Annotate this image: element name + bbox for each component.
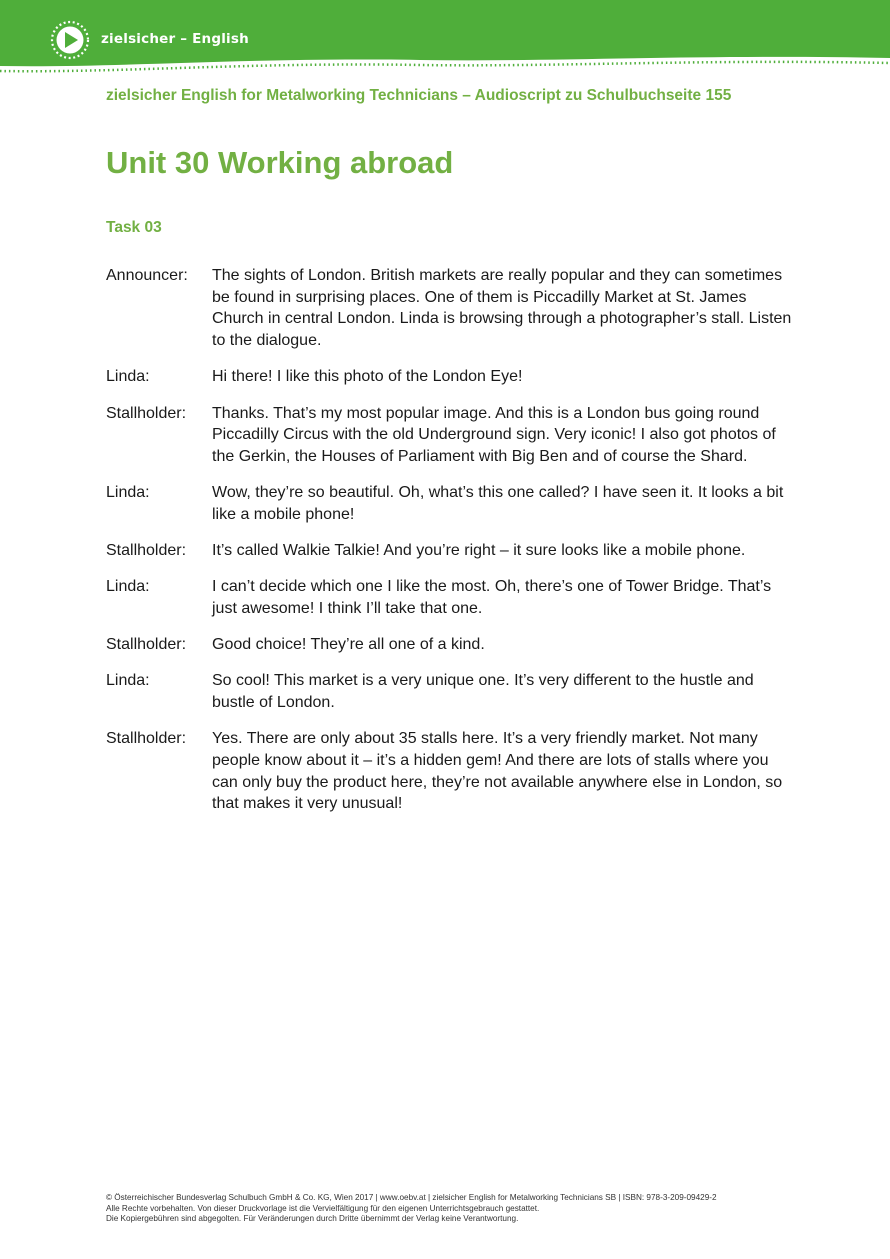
speaker-label: Announcer: (106, 267, 188, 284)
dialogue-text: I can’t decide which one I like the most. Oh, there’s one of Tower Bridge. That’s just awesome! I think I’ll take that one. (212, 578, 772, 617)
page-title: Unit 30 Working abroad (106, 145, 454, 180)
dialogue-text: Hi there! I like this photo of the London Eye! (212, 368, 523, 386)
dialogue-text: Good choice! They’re all one of a kind. (212, 636, 485, 654)
dialogue-text: Wow, they’re so beautiful. Oh, what’s this one called? I have seen it. It looks a bit like a mobile phone! (212, 484, 784, 523)
dialogue-row (106, 482, 796, 525)
dialogue-row (106, 634, 796, 656)
dialogue-row (106, 576, 796, 619)
speaker-label: Linda: (106, 578, 150, 596)
footer-line: Die Kopiergebühren sind abgegolten. Für Veränderungen durch Dritte übernimmt der Verlag keine Verantwortung. (106, 1214, 519, 1224)
speaker-label: Stallholder: (106, 636, 187, 654)
speaker-label: Stallholder: (106, 730, 187, 748)
dialogue-text: Thanks. That’s my most popular image. And this is a London bus going round Piccadilly Circus with the old Underground sign. Very iconic! I also got photos of the Gerkin, the Houses of Parliament with Big Ben and of course the Shard. (212, 404, 776, 465)
speaker-label: Linda: (106, 672, 150, 690)
speaker-label: Stallholder: (106, 542, 187, 560)
header-banner (0, 0, 890, 80)
dialogue-row (106, 265, 796, 352)
task-heading: Task 03 (106, 219, 162, 236)
dialogue (106, 265, 796, 830)
document-subtitle: zielsicher English for Metalworking Technicians – Audioscript zu Schulbuchseite 155 (106, 87, 732, 104)
dialogue-text: So cool! This market is a very unique one. It’s very different to the hustle and bustle of London. (212, 672, 754, 712)
dialogue-text: It’s called Walkie Talkie! And you’re right – it sure looks like a mobile phone. (212, 542, 746, 560)
brand-name: zielsicher – English (101, 31, 249, 47)
footer-line: Alle Rechte vorbehalten. Von dieser Druckvorlage ist die Vervielfältigung für den eigenen Unterrichtsgebrauch gestattet. (106, 1203, 540, 1213)
dialogue-row (106, 540, 796, 562)
dialogue-row (106, 728, 796, 815)
dialogue-text: Yes. There are only about 35 stalls here. It’s a very friendly market. Not many people know about it – it’s a hidden gem! And there are lots of stalls where you can only buy the product here, they’re not available anywhere else in London, so that makes it very unusual! (212, 730, 783, 813)
speaker-label: Linda: (106, 368, 150, 386)
dialogue-row (106, 366, 796, 388)
dialogue-row (106, 670, 796, 713)
dialogue-text: The sights of London. British markets are really popular and they can sometimes be found in surprising places. One of them is Piccadilly Market at St. James Church in central London. Linda is browsing through a photographer’s stall. Listen to the dialogue. (212, 267, 792, 350)
footer-line: © Österreichischer Bundesverlag Schulbuch GmbH & Co. KG, Wien 2017 | www.oebv.at | zielsicher English for Metalworking Technicians SB | ISBN: 978-3-209-09429-2 (106, 1193, 717, 1202)
play-logo-icon (52, 22, 88, 58)
copyright-footer (106, 1193, 796, 1225)
speaker-label: Linda: (106, 484, 150, 502)
speaker-label: Stallholder: (106, 404, 187, 422)
dialogue-row (106, 403, 796, 468)
